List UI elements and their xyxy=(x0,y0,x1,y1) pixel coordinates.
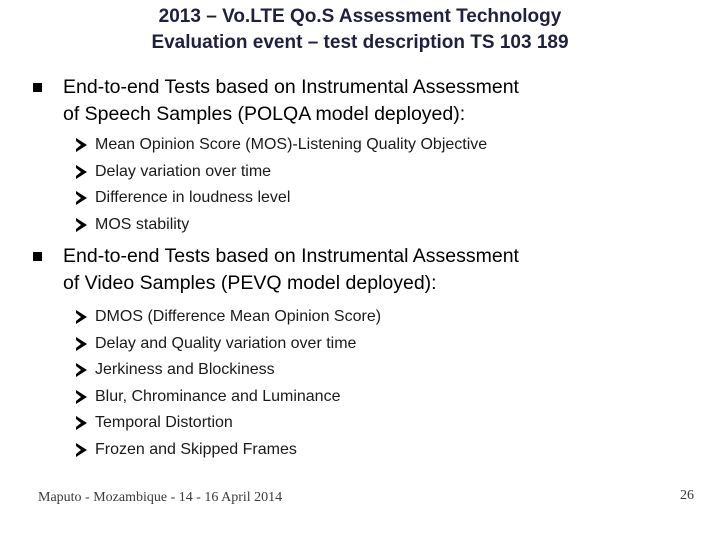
section-heading-line-1: End-to-end Tests based on Instrumental Assessment xyxy=(63,245,519,267)
section-heading-line-1: End-to-end Tests based on Instrumental Assessment xyxy=(63,76,519,98)
list-item-label: DMOS (Difference Mean Opinion Score) xyxy=(95,308,382,325)
list-item xyxy=(30,132,670,159)
arrow-bullet-icon xyxy=(76,363,87,377)
list-item xyxy=(30,384,670,411)
square-bullet-icon xyxy=(33,83,42,92)
list-item xyxy=(30,304,670,331)
arrow-bullet-icon xyxy=(76,390,87,404)
list-item-label: MOS stability xyxy=(95,215,190,233)
list-item xyxy=(30,437,670,464)
list-item-label: Difference in loudness level xyxy=(95,189,291,206)
list-item-label: Delay variation over time xyxy=(95,162,272,180)
section-speech xyxy=(30,74,670,238)
section-heading-line-2: of Speech Samples (POLQA model deployed): xyxy=(63,103,466,125)
list-item-label: Frozen and Skipped Frames xyxy=(95,440,297,458)
list-item-label: Mean Opinion Score (MOS)-Listening Quality Objective xyxy=(95,136,488,153)
list-item-label: Blur, Chrominance and Luminance xyxy=(95,387,341,405)
arrow-bullet-icon xyxy=(76,138,87,152)
arrow-bullet-icon xyxy=(76,416,87,430)
list-item xyxy=(30,159,670,186)
arrow-bullet-icon xyxy=(76,337,87,351)
slide-footer: Maputo - Mozambique - 14 - 16 April 2014 xyxy=(38,490,283,505)
arrow-bullet-icon xyxy=(76,165,87,179)
video-metrics-list xyxy=(30,304,670,463)
section-video xyxy=(30,243,670,463)
list-item xyxy=(30,357,670,384)
page-number: 26 xyxy=(680,488,694,503)
section-heading xyxy=(30,74,670,128)
arrow-bullet-icon xyxy=(76,310,87,324)
arrow-bullet-icon xyxy=(76,443,87,457)
section-heading xyxy=(30,243,670,297)
arrow-bullet-icon xyxy=(76,218,87,232)
title-line-2: Evaluation event – test description TS 103 189 xyxy=(151,32,569,53)
slide-title xyxy=(0,4,720,56)
list-item xyxy=(30,212,670,239)
square-bullet-icon xyxy=(33,252,42,261)
list-item-label: Jerkiness and Blockiness xyxy=(95,361,275,378)
arrow-bullet-icon xyxy=(76,191,87,205)
speech-metrics-list xyxy=(30,132,670,238)
list-item-label: Temporal Distortion xyxy=(95,414,233,431)
list-item xyxy=(30,185,670,212)
list-item xyxy=(30,410,670,437)
title-line-1: 2013 – Vo.LTE Qo.S Assessment Technology xyxy=(158,6,562,27)
section-heading-line-2: of Video Samples (PEVQ model deployed): xyxy=(63,272,437,294)
list-item xyxy=(30,331,670,358)
list-item-label: Delay and Quality variation over time xyxy=(95,334,357,352)
